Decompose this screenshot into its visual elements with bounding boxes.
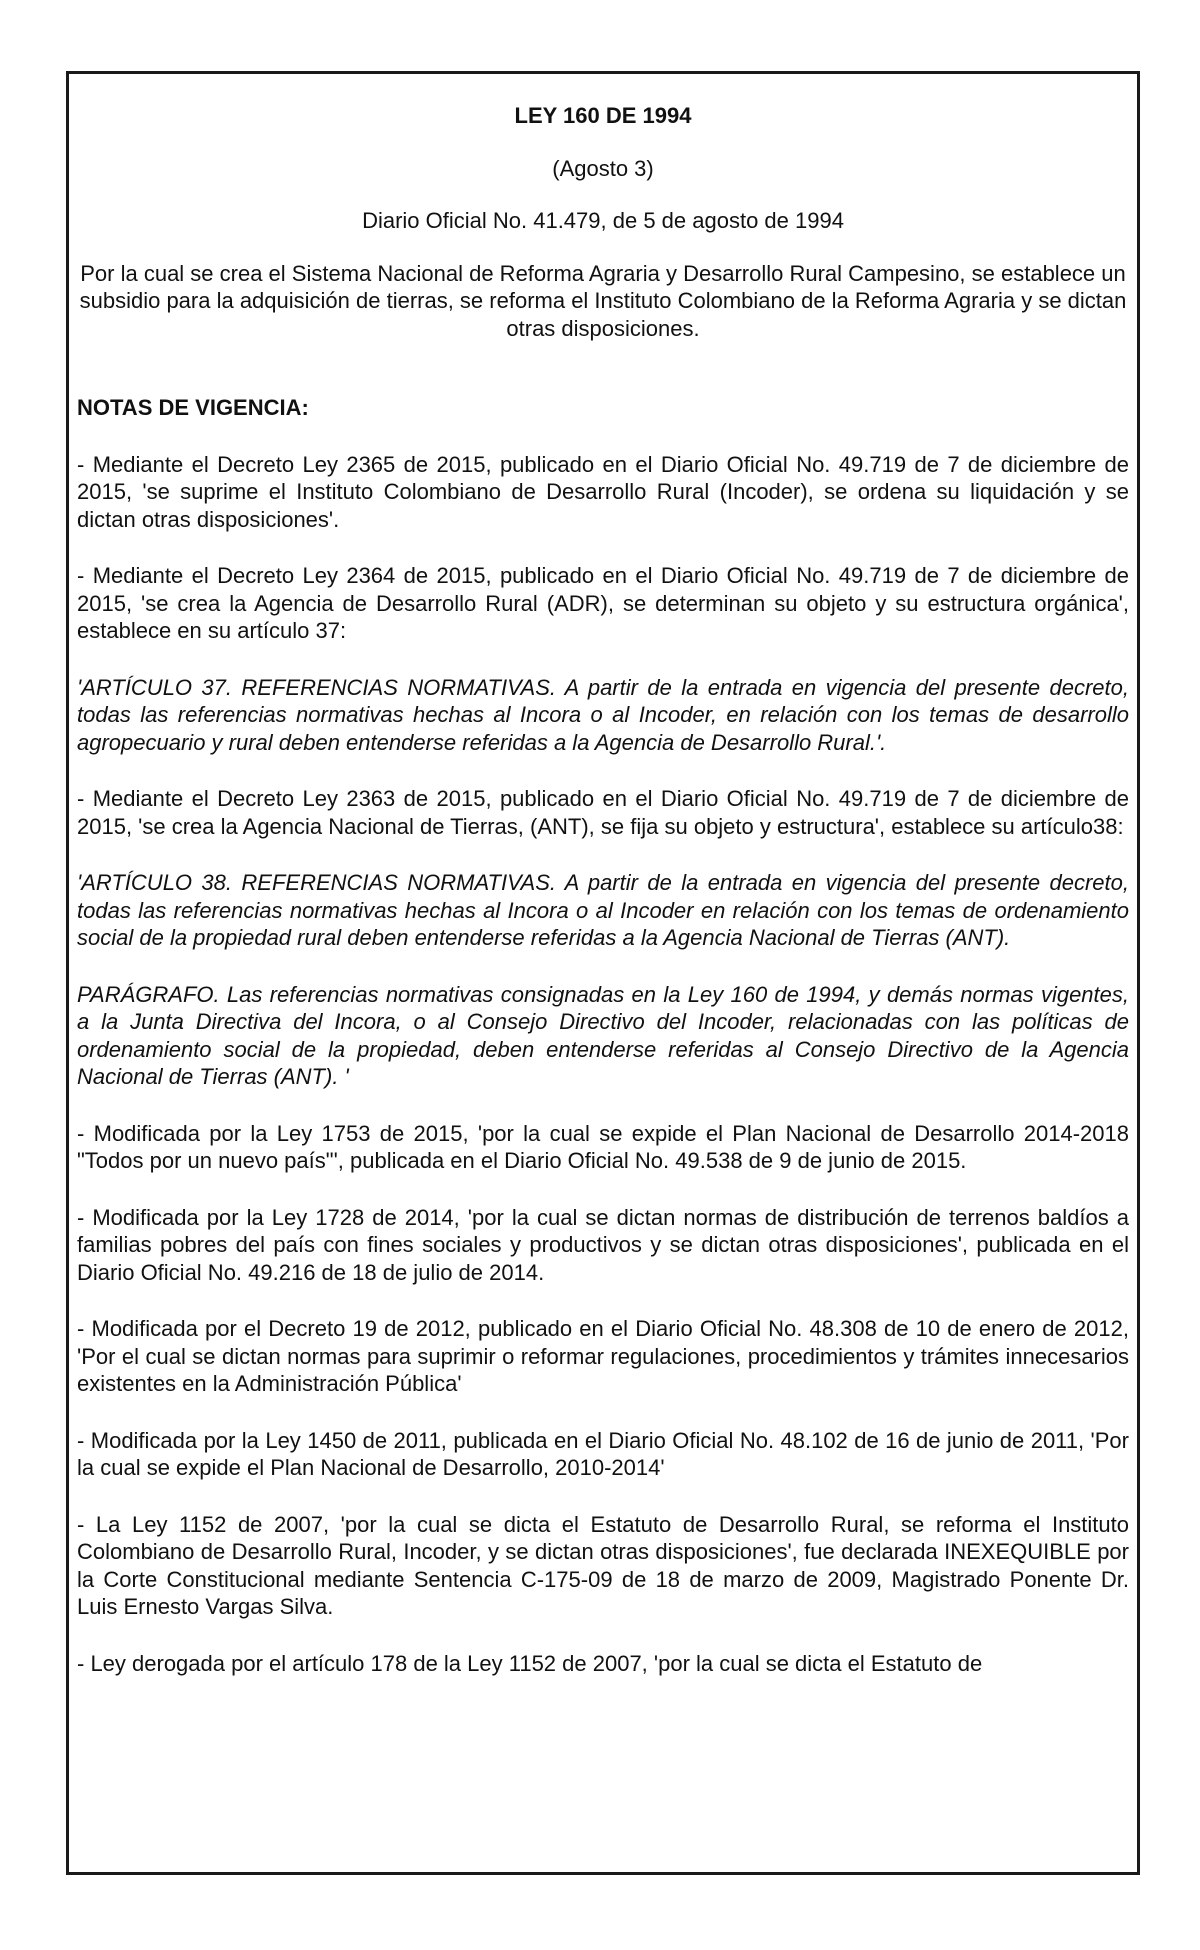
diario-oficial-reference: Diario Oficial No. 41.479, de 5 de agosto de 1994 [362, 208, 844, 233]
document-content [77, 102, 1129, 1677]
quote-articulo-37: 'ARTÍCULO 37. REFERENCIAS NORMATIVAS. A partir de la entrada en vigencia del presente decreto, todas las referencias normativas hechas al Incora o al Incoder, en relación con los temas de desarrollo agropecuario y rural deben entenderse referidas a la Agencia de Desarrollo Rural.'. [77, 674, 1129, 755]
note-ley-1450: - Modificada por la Ley 1450 de 2011, publicada en el Diario Oficial No. 48.102 de 16 de junio de 2011, 'Por la cual se expide el Plan Nacional de Desarrollo, 2010-2014' [77, 1427, 1129, 1480]
note-decreto-2363: - Mediante el Decreto Ley 2363 de 2015, publicado en el Diario Oficial No. 49.719 de 7 de diciembre de 2015, 'se crea la Agencia Nacional de Tierras, (ANT), se fija su objeto y estructura', establece su artículo38: [77, 786, 1129, 839]
law-description: Por la cual se crea el Sistema Nacional de Reforma Agraria y Desarrollo Rural Campesino, se establece un subsidio para la adquisición de tierras, se reforma el Instituto Colombiano de la Reforma Agraria y se dictan otras disposiciones. [79, 260, 1127, 341]
note-decreto-19: - Modificada por el Decreto 19 de 2012, publicado en el Diario Oficial No. 48.308 de 10 de enero de 2012, 'Por el cual se dictan normas para suprimir o reformar regulaciones, procedimientos y trámites innecesarios existentes en la Administración Pública' [77, 1316, 1129, 1396]
law-title: LEY 160 DE 1994 [514, 103, 692, 128]
quote-paragrafo: PARÁGRAFO. Las referencias normativas consignadas en la Ley 160 de 1994, y demás normas vigentes, a la Junta Directiva del Incora, o al Consejo Directivo del Incoder, relacionadas con las políticas de ordenamiento social de la propiedad, deben entenderse referidas al Consejo Directivo de la Agencia Nacional de Tierras (ANT). ' [77, 981, 1129, 1089]
note-ley-1728: - Modificada por la Ley 1728 de 2014, 'por la cual se dictan normas de distribución de terrenos baldíos a familias pobres del país con fines sociales y productivos y se dictan otras disposiciones', publicada en el Diario Oficial No. 49.216 de 18 de julio de 2014. [77, 1204, 1129, 1285]
note-decreto-2365: - Mediante el Decreto Ley 2365 de 2015, publicado en el Diario Oficial No. 49.719 de 7 de diciembre de 2015, 'se suprime el Instituto Colombiano de Desarrollo Rural (Incoder), se ordena su liquidación y se dictan otras disposiciones'. [77, 451, 1129, 532]
note-ley-1152-inexequible: - La Ley 1152 de 2007, 'por la cual se dicta el Estatuto de Desarrollo Rural, se reforma el Instituto Colombiano de Desarrollo Rural, Incoder, y se dictan otras disposiciones', fue declarada INEXEQUIBLE por la Corte Constitucional mediante Sentencia C-175-09 de 18 de marzo de 2009, Magistrado Ponente Dr. Luis Ernesto Vargas Silva. [77, 1511, 1129, 1619]
note-ley-1753: - Modificada por la Ley 1753 de 2015, 'por la cual se expide el Plan Nacional de Desarrollo 2014-2018 "Todos por un nuevo país"', publicada en el Diario Oficial No. 49.538 de 9 de junio de 2015. [77, 1120, 1129, 1173]
law-date: (Agosto 3) [552, 155, 654, 181]
quote-articulo-38: 'ARTÍCULO 38. REFERENCIAS NORMATIVAS. A partir de la entrada en vigencia del presente decreto, todas las referencias normativas hechas al Incora o al Incoder en relación con los temas de ordenamiento social de la propiedad rural deben entenderse referidas a la Agencia Nacional de Tierras (ANT). [77, 870, 1129, 950]
notas-vigencia-heading: NOTAS DE VIGENCIA: [77, 395, 309, 420]
note-decreto-2364: - Mediante el Decreto Ley 2364 de 2015, publicado en el Diario Oficial No. 49.719 de 7 de diciembre de 2015, 'se crea la Agencia de Desarrollo Rural (ADR), se determinan su objeto y su estructura orgánica', establece en su artículo 37: [77, 563, 1129, 643]
document-frame [66, 71, 1140, 1875]
note-ley-derogada: - Ley derogada por el artículo 178 de la Ley 1152 de 2007, 'por la cual se dicta el Estatuto de [77, 1650, 983, 1676]
